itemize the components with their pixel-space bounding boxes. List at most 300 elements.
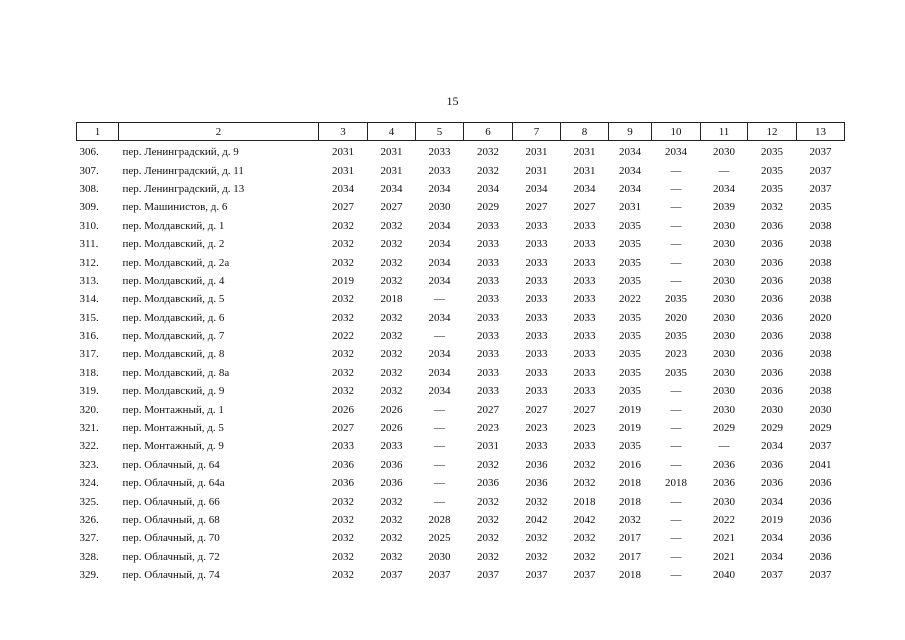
year-cell: 2032 [525,532,548,545]
year-cell: — [670,238,682,251]
year-cell: 2018 [619,477,641,490]
table-row [77,511,845,529]
year-cell: 2032 [332,238,354,251]
year-cell: 2036 [525,458,548,471]
year-cell: 2038 [809,219,832,232]
year-cell: 2027 [332,422,354,435]
year-cell: 2038 [809,238,832,251]
address-cell: пер. Монтажный, д. 1 [122,403,224,416]
year-cell: 2034 [761,440,783,453]
table-row [77,345,845,363]
year-cell: 2036 [761,311,783,324]
year-cell: 2033 [477,348,499,361]
year-cell: 2030 [713,219,735,232]
column-header: 5 [416,123,464,141]
row-number-cell: 318. [79,366,99,379]
table-row [77,217,845,235]
year-cell: 2020 [809,311,832,324]
year-cell: 2036 [761,330,783,343]
year-cell: 2031 [332,146,354,159]
year-cell: 2031 [525,146,548,159]
year-cell: 2034 [761,550,783,563]
address-cell: пер. Молдавский, д. 7 [122,330,225,343]
year-cell: 2036 [332,458,354,471]
table-row [77,492,845,510]
year-cell: — [670,569,682,582]
table-row [77,419,845,437]
address-cell: пер. Машинистов, д. 6 [122,201,228,214]
table-row [77,309,845,327]
year-cell: 2032 [332,532,354,545]
year-cell: 2033 [477,311,499,324]
table-row [77,198,845,216]
year-cell: 2037 [809,146,832,159]
year-cell: 2031 [477,440,499,453]
table-row [77,400,845,418]
year-cell: — [670,182,682,195]
year-cell: — [434,330,445,343]
year-cell: 2029 [477,201,499,214]
year-cell: 2034 [428,311,451,324]
row-number-cell: 308. [79,182,99,195]
year-cell: 2032 [477,495,499,508]
year-cell: 2032 [525,495,548,508]
address-cell: пер. Молдавский, д. 5 [122,293,225,306]
table-row [77,141,845,162]
address-cell: пер. Облачный, д. 64а [122,477,225,490]
year-cell: 2038 [809,366,832,379]
year-cell: 2034 [428,256,451,269]
year-cell: 2035 [665,293,687,306]
table-row [77,180,845,198]
year-cell: 2031 [573,146,596,159]
year-cell: 2035 [761,182,783,195]
year-cell: 2031 [619,201,641,214]
address-cell: пер. Монтажный, д. 5 [122,422,224,435]
column-header: 1 [77,123,119,141]
year-cell: 2035 [619,366,641,379]
year-cell: 2033 [573,219,596,232]
year-cell: 2028 [428,514,451,526]
year-cell: 2030 [713,311,735,324]
year-cell: 2016 [619,458,641,471]
year-cell: 2030 [809,403,832,416]
year-cell: 2027 [525,403,548,416]
row-number-cell: 319. [79,385,99,398]
year-cell: 2038 [809,274,832,287]
table-row [77,529,845,547]
year-cell: 2023 [525,422,548,435]
row-number-cell: 323. [79,458,99,471]
table-row [77,437,845,455]
year-cell: 2032 [332,366,354,379]
address-cell: пер. Облачный, д. 74 [122,569,220,582]
year-cell: 2037 [761,569,783,582]
year-cell: 2035 [619,348,641,361]
page-number: 15 [446,94,459,108]
table-row [77,290,845,308]
year-cell: — [670,219,682,232]
year-cell: 2036 [380,458,403,471]
year-cell: 2037 [380,569,403,582]
year-cell: 2038 [809,385,832,398]
year-cell: 2037 [809,569,832,582]
table-row [77,456,845,474]
year-cell: 2033 [525,219,548,232]
year-cell: 2033 [573,330,596,343]
year-cell: 2036 [713,477,735,490]
year-cell: 2032 [573,458,596,471]
year-cell: 2034 [428,385,451,398]
year-cell: 2033 [525,366,548,379]
year-cell: 2033 [525,330,548,343]
year-cell: 2030 [713,330,735,343]
year-cell: 2032 [332,293,354,306]
year-cell: 2036 [809,532,832,545]
year-cell: 2026 [380,422,403,435]
year-cell: 2042 [525,514,548,526]
address-cell: пер. Ленинградский, д. 11 [122,164,244,177]
year-cell: — [670,514,682,526]
year-cell: 2017 [619,532,641,545]
year-cell: 2036 [761,293,783,306]
year-cell: 2034 [428,274,451,287]
table-row [77,253,845,271]
year-cell: 2030 [761,403,783,416]
year-cell: 2039 [713,201,735,214]
year-cell: 2036 [761,274,783,287]
year-cell: 2033 [573,366,596,379]
year-cell: — [670,458,682,471]
year-cell: 2037 [809,164,832,177]
row-number-cell: 322. [79,440,99,453]
year-cell: 2032 [477,458,499,471]
year-cell: 2033 [525,293,548,306]
year-cell: 2030 [428,550,451,563]
year-cell: 2033 [573,293,596,306]
year-cell: 2034 [573,182,596,195]
column-header: 10 [652,123,701,141]
row-number-cell: 306. [79,146,99,159]
year-cell: 2041 [809,458,832,471]
year-cell: 2030 [713,348,735,361]
year-cell: 2036 [380,477,403,490]
year-cell: 2031 [380,164,403,177]
year-cell: 2032 [380,348,403,361]
year-cell: 2038 [809,293,832,306]
year-cell: 2035 [761,164,783,177]
year-cell: 2033 [525,440,548,453]
year-cell: — [670,440,682,453]
address-cell: пер. Молдавский, д. 4 [122,274,225,287]
year-cell: 2036 [761,366,783,379]
year-cell: 2034 [619,164,641,177]
year-cell: 2033 [573,385,596,398]
year-cell: 2035 [619,330,641,343]
year-cell: 2033 [573,256,596,269]
year-cell: — [670,495,682,508]
year-cell: 2032 [380,532,403,545]
column-header: 11 [701,123,748,141]
year-cell: 2022 [619,293,641,306]
year-cell: 2030 [713,238,735,251]
address-cell: пер. Молдавский, д. 2 [122,238,225,251]
year-cell: 2032 [380,550,403,563]
year-cell: 2032 [380,330,403,343]
year-cell: 2036 [761,348,783,361]
year-cell: — [434,293,445,306]
column-header: 3 [319,123,368,141]
year-cell: 2035 [619,274,641,287]
year-cell: — [434,440,445,453]
year-cell: — [434,477,445,490]
header-row [77,123,845,141]
year-cell: 2036 [809,550,832,563]
row-number-cell: 321. [79,422,99,435]
year-cell: 2035 [619,311,641,324]
year-cell: 2032 [525,550,548,563]
year-cell: 2027 [477,403,499,416]
year-cell: 2020 [665,311,687,324]
year-cell: 2032 [332,569,354,582]
column-header: 13 [797,123,845,141]
year-cell: 2018 [619,569,641,582]
year-cell: 2035 [809,201,832,214]
year-cell: 2018 [619,495,641,508]
year-cell: 2032 [573,550,596,563]
year-cell: 2033 [573,440,596,453]
year-cell: 2036 [761,385,783,398]
year-cell: 2032 [619,514,641,526]
year-cell: 2018 [665,477,687,490]
year-cell: 2037 [477,569,499,582]
data-table [76,122,845,584]
year-cell: 2033 [477,385,499,398]
address-cell: пер. Молдавский, д. 1 [122,219,225,232]
year-cell: 2033 [477,238,499,251]
year-cell: 2029 [809,422,832,435]
row-number-cell: 314. [79,293,99,306]
year-cell: 2032 [477,146,499,159]
year-cell: 2034 [761,532,783,545]
year-cell: 2017 [619,550,641,563]
year-cell: 2023 [665,348,687,361]
year-cell: 2034 [477,182,499,195]
year-cell: 2031 [332,164,354,177]
year-cell: 2023 [477,422,499,435]
year-cell: 2033 [525,348,548,361]
year-cell: 2037 [573,569,596,582]
table-row [77,364,845,382]
year-cell: 2030 [428,201,451,214]
year-cell: 2027 [332,201,354,214]
year-cell: 2032 [332,550,354,563]
column-header: 7 [513,123,561,141]
address-cell: пер. Молдавский, д. 9 [122,385,225,398]
year-cell: 2030 [713,274,735,287]
year-cell: 2033 [477,219,499,232]
year-cell: 2030 [713,495,735,508]
table-row [77,272,845,290]
year-cell: 2030 [713,366,735,379]
row-number-cell: 316. [79,330,99,343]
year-cell: 2034 [713,182,735,195]
year-cell: — [670,532,682,545]
year-cell: — [670,422,682,435]
year-cell: 2022 [332,330,354,343]
row-number-cell: 311. [79,238,99,251]
year-cell: 2030 [713,385,735,398]
year-cell: 2038 [809,330,832,343]
year-cell: 2032 [380,495,403,508]
year-cell: — [434,495,445,508]
column-header: 8 [561,123,609,141]
year-cell: 2032 [332,256,354,269]
year-cell: 2031 [380,146,403,159]
year-cell: 2037 [428,569,451,582]
year-cell: 2021 [713,532,735,545]
year-cell: 2040 [713,569,735,582]
address-cell: пер. Молдавский, д. 8а [122,366,230,379]
year-cell: 2030 [713,256,735,269]
year-cell: 2027 [573,201,596,214]
year-cell: 2037 [809,182,832,195]
year-cell: — [670,403,682,416]
year-cell: 2019 [332,274,354,287]
row-number-cell: 309. [79,201,99,214]
year-cell: — [670,164,682,177]
year-cell: 2032 [477,532,499,545]
year-cell: 2029 [713,422,735,435]
address-cell: пер. Молдавский, д. 6 [122,311,225,324]
year-cell: 2033 [477,256,499,269]
row-number-cell: 327. [79,532,99,545]
year-cell: 2032 [573,477,596,490]
year-cell: 2023 [573,422,596,435]
year-cell: — [434,403,445,416]
column-header: 4 [368,123,416,141]
year-cell: 2032 [477,164,499,177]
year-cell: 2032 [380,274,403,287]
address-cell: пер. Облачный, д. 70 [122,532,220,545]
year-cell: 2026 [380,403,403,416]
row-number-cell: 317. [79,348,99,361]
year-cell: 2034 [428,219,451,232]
year-cell: 2019 [619,422,641,435]
year-cell: 2035 [619,238,641,251]
year-cell: 2037 [525,569,548,582]
year-cell: 2033 [573,274,596,287]
year-cell: 2034 [428,238,451,251]
table-row [77,548,845,566]
year-cell: 2032 [332,311,354,324]
year-cell: 2032 [332,385,354,398]
address-cell: пер. Молдавский, д. 2а [122,256,230,269]
year-cell: 2032 [573,532,596,545]
year-cell: 2027 [380,201,403,214]
year-cell: 2033 [428,164,451,177]
year-cell: 2019 [619,403,641,416]
year-cell: 2031 [525,164,548,177]
year-cell: 2037 [809,440,832,453]
year-cell: 2031 [573,164,596,177]
year-cell: 2035 [619,219,641,232]
year-cell: 2034 [380,182,403,195]
year-cell: — [670,385,682,398]
row-number-cell: 320. [79,403,99,416]
year-cell: 2036 [332,477,354,490]
year-cell: — [434,458,445,471]
year-cell: 2025 [428,532,451,545]
year-cell: 2035 [619,256,641,269]
year-cell: — [670,201,682,214]
table-body [77,141,845,585]
column-header: 2 [119,123,319,141]
year-cell: 2034 [619,146,641,159]
table-row [77,474,845,492]
table-row [77,161,845,179]
year-cell: — [718,164,730,177]
year-cell: 2034 [428,182,451,195]
year-cell: 2034 [428,366,451,379]
year-cell: 2032 [332,514,354,526]
year-cell: 2035 [665,366,687,379]
year-cell: 2032 [332,348,354,361]
year-cell: 2033 [525,238,548,251]
year-cell: 2033 [477,330,499,343]
year-cell: 2019 [761,514,783,526]
year-cell: 2035 [619,385,641,398]
row-number-cell: 312. [79,256,99,269]
year-cell: — [718,440,730,453]
address-cell: пер. Облачный, д. 66 [122,495,220,508]
year-cell: 2036 [761,256,783,269]
year-cell: 2035 [619,440,641,453]
year-cell: — [670,256,682,269]
year-cell: 2038 [809,348,832,361]
year-cell: 2032 [380,385,403,398]
year-cell: 2032 [332,219,354,232]
year-cell: 2027 [573,403,596,416]
row-number-cell: 328. [79,550,99,563]
year-cell: 2033 [332,440,354,453]
row-number-cell: 325. [79,495,99,508]
row-number-cell: 326. [79,514,99,526]
row-number-cell: 307. [79,164,99,177]
year-cell: 2042 [573,514,596,526]
year-cell: 2032 [477,514,499,526]
year-cell: 2036 [477,477,499,490]
year-cell: 2030 [713,146,735,159]
column-header: 9 [609,123,652,141]
table-row [77,327,845,345]
year-cell: 2034 [619,182,641,195]
year-cell: 2034 [761,495,783,508]
year-cell: — [434,422,445,435]
column-header: 6 [464,123,513,141]
year-cell: 2033 [573,348,596,361]
year-cell: 2033 [477,293,499,306]
address-cell: пер. Облачный, д. 68 [122,514,220,526]
year-cell: 2034 [525,182,548,195]
address-cell: пер. Монтажный, д. 9 [122,440,224,453]
address-cell: пер. Облачный, д. 72 [122,550,220,563]
year-cell: 2018 [380,293,403,306]
year-cell: 2030 [713,293,735,306]
table-row [77,382,845,400]
year-cell: 2033 [525,311,548,324]
year-cell: 2026 [332,403,354,416]
